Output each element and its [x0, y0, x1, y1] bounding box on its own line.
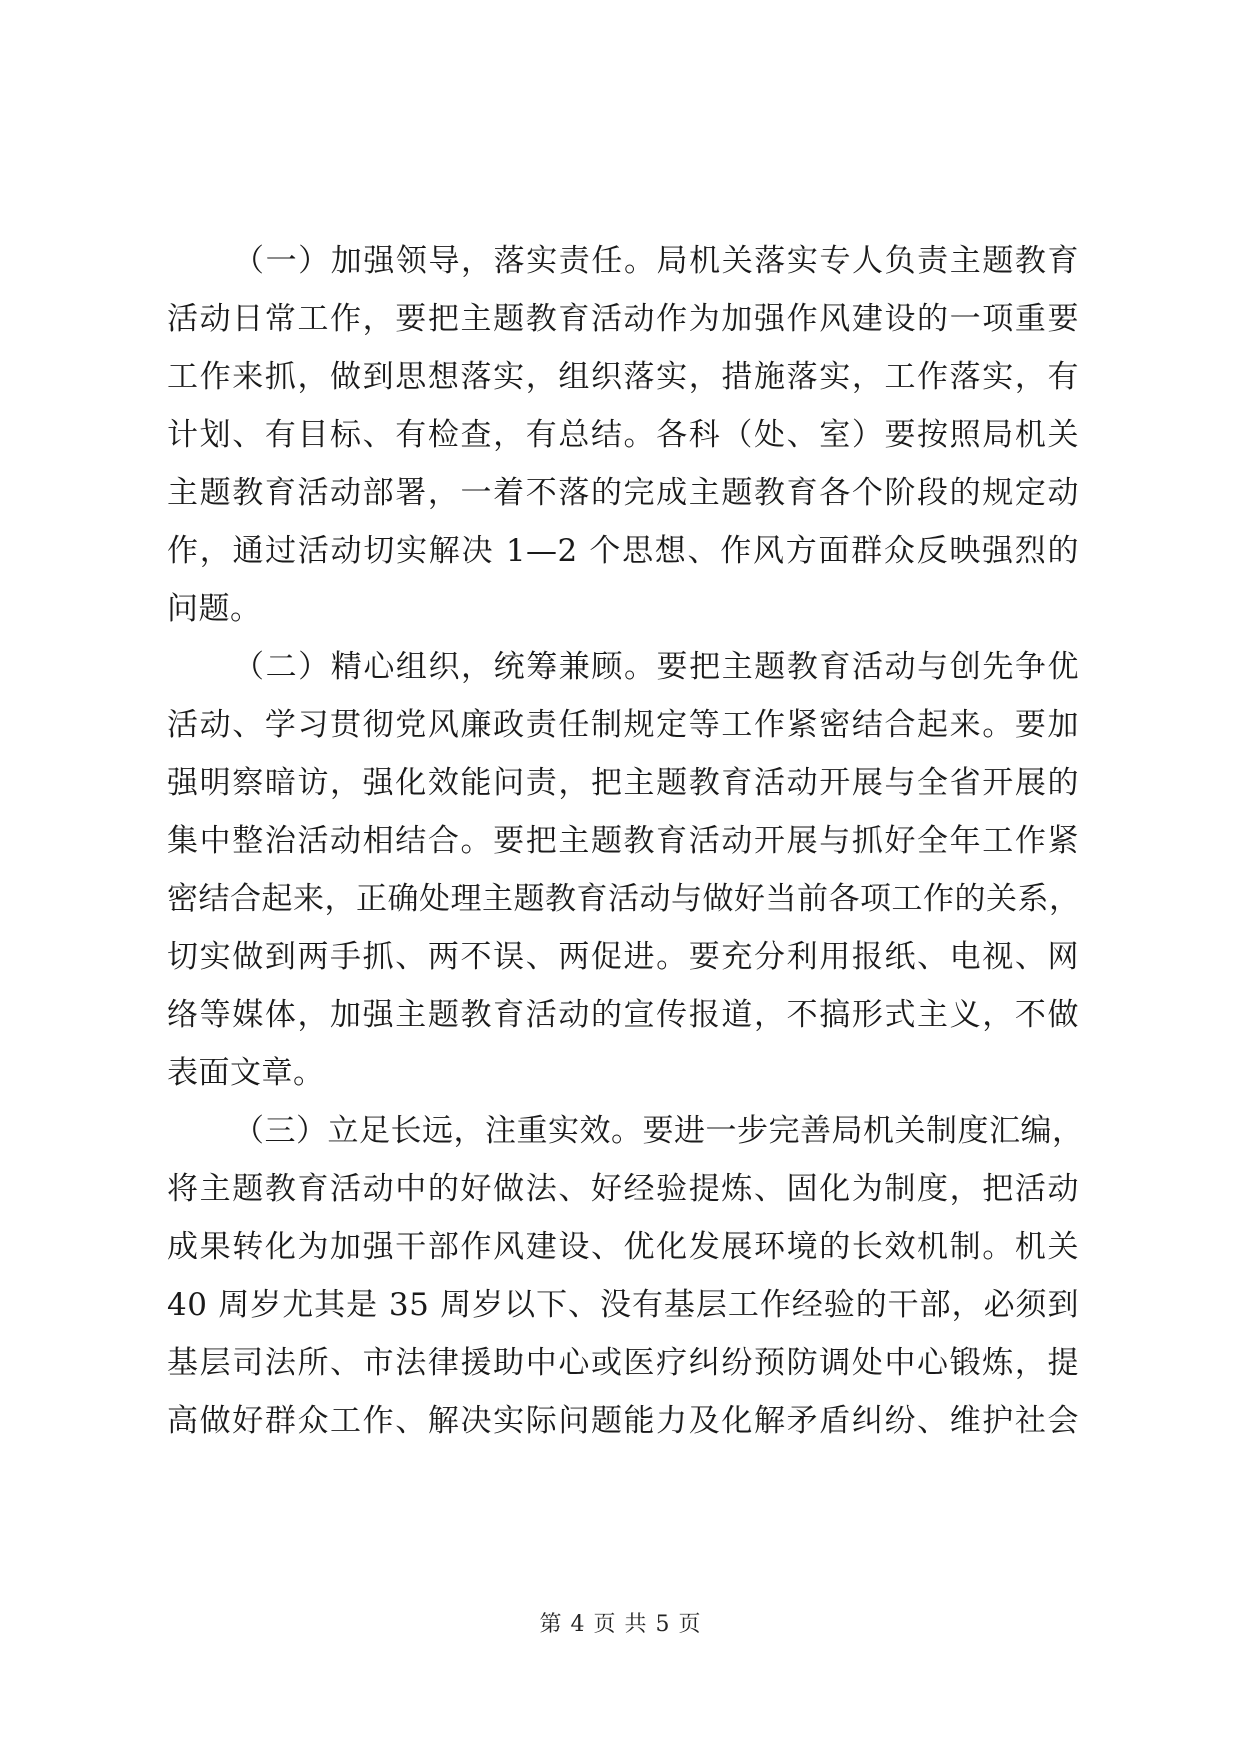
text-line: 工作来抓，做到思想落实，组织落实，措施落实，工作落实，有	[167, 359, 1079, 395]
page-number-footer: 第 4 页 共 5 页	[539, 1612, 702, 1637]
text-line: （二）精心组织，统筹兼顾。要把主题教育活动与创先争优	[233, 649, 1079, 685]
text-line: 活动、学习贯彻党风廉政责任制规定等工作紧密结合起来。要加	[167, 707, 1079, 743]
document-body	[167, 232, 1084, 1450]
paragraph-1	[167, 232, 1079, 638]
paragraph-3	[167, 1102, 1084, 1450]
text-line: 将主题教育活动中的好做法、好经验提炼、固化为制度，把活动	[167, 1171, 1079, 1207]
text-line: 集中整治活动相结合。要把主题教育活动开展与抓好全年工作紧	[167, 823, 1079, 859]
text-line: 问题。	[167, 591, 262, 627]
text-line: 高做好群众工作、解决实际问题能力及化解矛盾纠纷、维护社会	[167, 1403, 1079, 1439]
text-line: （三）立足长远，注重实效。要进一步完善局机关制度汇编，	[233, 1113, 1084, 1149]
text-line: 作，通过活动切实解决 1—2 个思想、作风方面群众反映强烈的	[167, 533, 1079, 569]
text-line: 强明察暗访，强化效能问责，把主题教育活动开展与全省开展的	[167, 765, 1079, 801]
text-line: 活动日常工作，要把主题教育活动作为加强作风建设的一项重要	[167, 301, 1079, 337]
text-line: 密结合起来，正确处理主题教育活动与做好当前各项工作的关系，	[167, 881, 1081, 917]
text-line: （一）加强领导，落实责任。局机关落实专人负责主题教育	[233, 243, 1079, 279]
text-line: 表面文章。	[167, 1055, 325, 1091]
text-line: 基层司法所、市法律援助中心或医疗纠纷预防调处中心锻炼，提	[167, 1345, 1079, 1381]
paragraph-2	[167, 638, 1079, 1102]
text-line: 主题教育活动部署，一着不落的完成主题教育各个阶段的规定动	[167, 475, 1079, 511]
text-line: 40 周岁尤其是 35 周岁以下、没有基层工作经验的干部，必须到	[167, 1287, 1079, 1323]
text-line: 切实做到两手抓、两不误、两促进。要充分利用报纸、电视、网	[167, 939, 1079, 975]
text-line: 计划、有目标、有检查，有总结。各科（处、室）要按照局机关	[167, 417, 1079, 453]
text-line: 成果转化为加强干部作风建设、优化发展环境的长效机制。机关	[167, 1229, 1079, 1265]
text-line: 络等媒体，加强主题教育活动的宣传报道，不搞形式主义，不做	[167, 997, 1079, 1033]
